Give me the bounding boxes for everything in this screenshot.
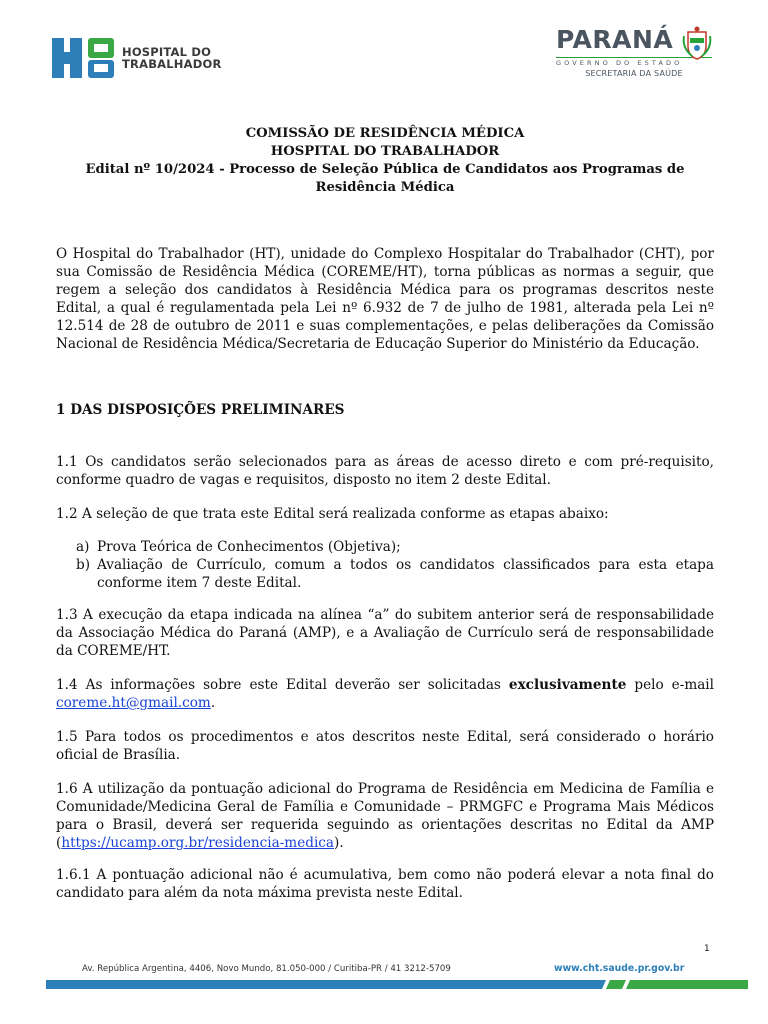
list-item [76, 556, 714, 592]
parana-government-logo [556, 26, 716, 78]
government-label: GOVERNO DO ESTADO [556, 57, 712, 67]
paragraph-1-2: 1.2 A seleção de que trata este Edital será realizada conforme as etapas abaixo: [56, 506, 609, 522]
page-header [0, 0, 768, 100]
list-item-text: Prova Teórica de Conhecimentos (Objetiva); [97, 539, 401, 555]
ucamp-link[interactable]: https://ucamp.org.br/residencia-medica [61, 835, 335, 851]
commission-title: COMISSÃO DE RESIDÊNCIA MÉDICA [245, 126, 525, 141]
paragraph-1-6-1: 1.6.1 A pontuação adicional não é acumulativa, bem como não poderá elevar a nota final do candidato para além da nota máxima prevista neste Edital. [56, 867, 714, 901]
footer-color-bar [46, 980, 748, 989]
edital-title: Edital nº 10/2024 - Processo de Seleção Pública de Candidatos aos Programas de Residência Médica [85, 162, 685, 195]
parana-coat-of-arms-icon [682, 26, 712, 60]
emphasis-exclusivamente: exclusivamente [508, 677, 627, 693]
intro-paragraph: O Hospital do Trabalhador (HT), unidade do Complexo Hospitalar do Trabalhador (CHT), por sua Comissão de Residência Médica (COREME/HT), torna públicas as normas a seguir, que regem a seleção dos candidatos à Residência Médica para os programas descritos neste Edital, a qual é regulamentada pela Lei nº 6.932 de 7 de julho de 1981, alterada pela Lei nº 12.514 de 28 de outubro de 2011 e suas complementações, e pelas deliberações da Comissão Nacional de Residência Médica/Secretaria de Educação Superior do Ministério da Educação. [56, 246, 714, 352]
paragraph-1-1: 1.1 Os candidatos serão selecionados para as áreas de acesso direto e com pré-requisito, conforme quadro de vagas e requisitos, disposto no item 2 deste Edital. [56, 454, 714, 488]
ht-cross-logo-icon [52, 38, 116, 78]
section-heading-1: 1 DAS DISPOSIÇÕES PRELIMINARES [56, 402, 345, 418]
hospital-name: HOSPITAL DO TRABALHADOR [122, 45, 222, 71]
hospital-title: HOSPITAL DO TRABALHADOR [270, 144, 500, 159]
parana-wordmark: PARANÁ [556, 25, 674, 54]
footer-address: Av. República Argentina, 4406, Novo Mundo, 81.050-000 / Curitiba-PR / 41 3212-5709 [82, 964, 451, 974]
paragraph-1-4: 1.4 As informações sobre este Edital deverão ser solicitadas exclusivamente pelo e-mail coreme.ht@gmail.com. [56, 677, 715, 711]
page-number: 1 [704, 944, 710, 954]
document-title-block [56, 125, 714, 197]
email-link[interactable]: coreme.ht@gmail.com [56, 695, 211, 711]
secretariat-label: SECRETARIA DA SAÚDE [585, 69, 683, 78]
hospital-do-trabalhador-logo [52, 38, 222, 78]
list-item-text: Avaliação de Currículo, comum a todos os candidatos classificados para esta etapa conforme item 7 deste Edital. [97, 557, 714, 591]
list-marker: b) [76, 557, 91, 573]
footer-website: www.cht.saude.pr.gov.br [554, 963, 685, 974]
paragraph-1-6: 1.6 A utilização da pontuação adicional do Programa de Residência em Medicina de Família e Comunidade/Medicina Geral de Família e Comunidade – PRMGFC e Programa Mais Médicos para o Brasil, deverá ser requerida seguindo as orientações descritas no Edital da AMP (https://ucamp.org.br/residencia-medica). [56, 781, 714, 851]
paragraph-1-3: 1.3 A execução da etapa indicada na alínea “a” do subitem anterior será de responsabilidade da Associação Médica do Paraná (AMP), e a Avaliação de Currículo será de responsabilidade da COREME/HT. [56, 607, 714, 659]
paragraph-1-5: 1.5 Para todos os procedimentos e atos descritos neste Edital, será considerado o horário oficial de Brasília. [56, 729, 714, 763]
list-marker: a) [76, 539, 90, 555]
list-item [76, 538, 714, 556]
